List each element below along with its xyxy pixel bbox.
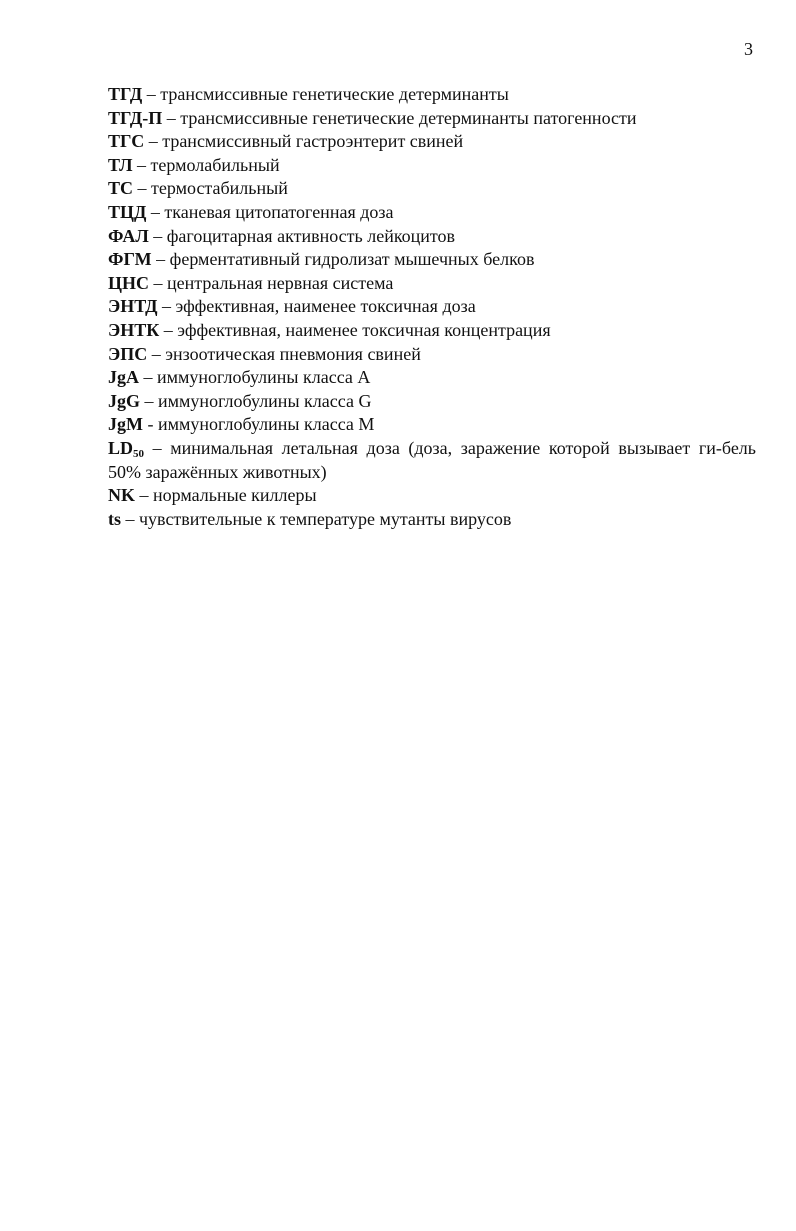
abbreviation-term: NK	[108, 485, 135, 506]
abbreviation-definition: центральная нервная система	[167, 272, 394, 293]
abbreviation-term: ФГМ	[108, 249, 152, 270]
abbreviation-definition: трансмиссивные генетические детерминанты патогенности	[180, 107, 637, 128]
abbreviation-separator: –	[157, 296, 176, 317]
abbreviation-definition: эффективная, наименее токсичная концентрация	[177, 319, 551, 340]
abbreviation-entry	[108, 248, 756, 272]
abbreviation-list	[108, 83, 756, 531]
abbreviation-entry	[108, 225, 756, 249]
abbreviation-definition: иммуноглобулины класса М	[158, 414, 375, 435]
abbreviation-definition: минимальная летальная доза (доза, заражение которой вызывает ги-бель 50% заражённых животных)	[108, 437, 756, 482]
abbreviation-term: JgA	[108, 367, 139, 388]
abbreviation-separator: –	[162, 107, 181, 128]
abbreviation-separator: –	[135, 485, 153, 506]
abbreviation-separator: –	[132, 154, 151, 175]
abbreviation-term: ФАЛ	[108, 225, 149, 246]
abbreviation-term: JgG	[108, 390, 141, 411]
abbreviation-separator: –	[159, 319, 178, 340]
abbreviation-separator: –	[133, 178, 152, 199]
abbreviation-entry	[108, 154, 756, 178]
abbreviation-entry	[108, 295, 756, 319]
abbreviation-separator: –	[139, 367, 157, 388]
abbreviation-definition: трансмиссивные генетические детерминанты	[160, 84, 509, 104]
abbreviation-separator: –	[147, 343, 166, 364]
abbreviation-entry	[108, 413, 756, 437]
abbreviation-definition: термостабильный	[151, 178, 288, 199]
abbreviation-entry	[108, 130, 756, 154]
abbreviation-term: ЭНТД	[108, 296, 158, 317]
abbreviation-definition: иммуноглобулины класса G	[158, 390, 372, 411]
abbreviation-term-base: LD	[108, 437, 134, 458]
abbreviation-separator: –	[140, 390, 159, 411]
abbreviation-separator: –	[148, 225, 167, 246]
abbreviation-separator: –	[149, 272, 168, 293]
abbreviation-entry	[108, 508, 756, 532]
abbreviation-term: ТГД-П	[108, 107, 163, 128]
abbreviation-definition: термолабильный	[150, 154, 280, 175]
abbreviation-entry	[108, 437, 756, 484]
abbreviation-term	[108, 438, 144, 458]
abbreviation-term: ТГД	[108, 84, 143, 104]
abbreviation-term: ЭНТК	[108, 319, 160, 340]
abbreviation-definition: тканевая цитопатогенная доза	[164, 201, 394, 222]
abbreviation-definition: нормальные киллеры	[153, 485, 317, 506]
abbreviation-entry	[108, 177, 756, 201]
abbreviation-entry	[108, 83, 756, 107]
page-number: 3	[744, 39, 753, 59]
abbreviation-term: ТЛ	[108, 154, 133, 175]
abbreviation-term-subscript: 50	[133, 447, 145, 460]
abbreviation-separator: –	[142, 84, 161, 104]
abbreviation-entry	[108, 366, 756, 390]
abbreviation-entry	[108, 201, 756, 225]
abbreviation-entry	[108, 484, 756, 508]
abbreviation-term: JgM	[108, 414, 143, 435]
abbreviation-term: ТГС	[108, 131, 145, 152]
abbreviation-separator: –	[121, 508, 139, 529]
abbreviation-separator: –	[151, 249, 170, 270]
abbreviation-term: ЦНС	[108, 272, 150, 293]
abbreviation-definition: энзоотическая пневмония свиней	[165, 343, 421, 364]
abbreviation-definition: ферментативный гидролизат мышечных белков	[169, 249, 535, 270]
abbreviation-entry	[108, 272, 756, 296]
abbreviation-definition: эффективная, наименее токсичная доза	[175, 296, 476, 317]
abbreviation-entry	[108, 343, 756, 367]
abbreviation-entry	[108, 390, 756, 414]
abbreviation-definition: чувствительные к температуре мутанты вирусов	[139, 508, 512, 529]
abbreviation-term: ts	[108, 508, 121, 529]
abbreviation-definition: фагоцитарная активность лейкоцитов	[166, 225, 456, 246]
abbreviation-separator: –	[144, 131, 163, 152]
abbreviation-term: ТС	[108, 178, 134, 199]
abbreviation-separator: –	[146, 201, 165, 222]
abbreviation-definition: иммуноглобулины класса А	[157, 367, 371, 388]
abbreviation-separator: –	[144, 437, 171, 458]
abbreviation-term: ЭПС	[108, 343, 148, 364]
abbreviation-entry	[108, 107, 756, 131]
abbreviation-definition: трансмиссивный гастроэнтерит свиней	[162, 131, 464, 152]
abbreviation-term: ТЦД	[108, 201, 147, 222]
abbreviation-separator: -	[143, 414, 158, 435]
abbreviation-entry	[108, 319, 756, 343]
